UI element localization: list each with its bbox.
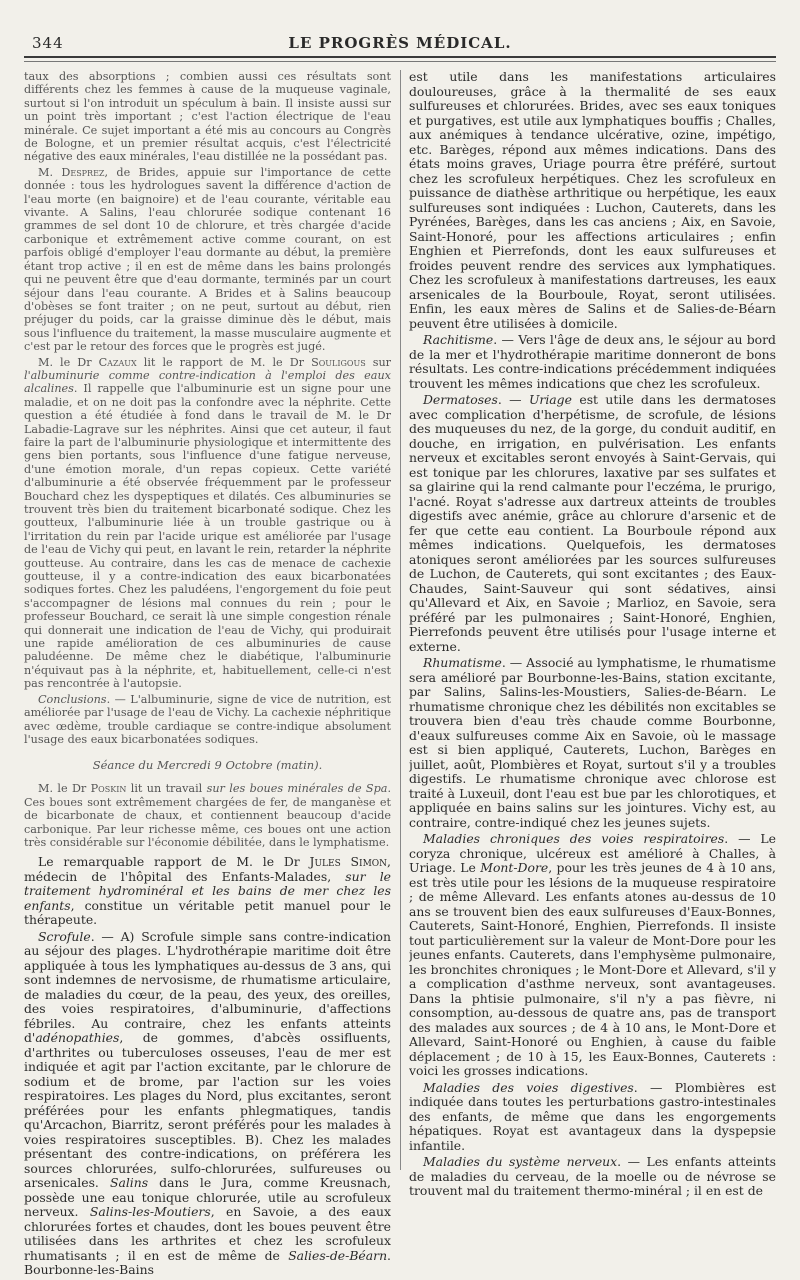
paragraph-text: , médecin de l'hôpital des Enfants-Malades,: [24, 854, 391, 884]
session-heading: Séance du Mercredi 9 Octobre (matin).: [92, 758, 323, 773]
left-paragraph-scrofule: [24, 930, 391, 1278]
paragraph-text: lit le rapport de M. le Dr: [136, 355, 312, 369]
paragraph-text: . Bourbonne-les-Bains: [24, 1247, 391, 1278]
section-label: Conclusions: [38, 692, 107, 706]
paragraph-text: . — A) Scrofule simple sans contre-indication au séjour des plages. L'hydrothérapie maritime doit être appliquée à tous les lymphatiques au-dessus de 3 ans, qui sont indemnes de nervosisme, de rhumatisme articulaire, de maladies du cœur, de la peau, des yeux, des oreilles, des voies respiratoires, d'albuminurie, d'affections fébriles. Au contraire, chez les enfants atteints d': [24, 928, 391, 1046]
report-title: l'albuminurie comme contre-indication à l'emploi des eaux alcalines: [24, 368, 391, 396]
section-label: Rachitisme: [423, 332, 494, 347]
station-name: Mont-Dore: [480, 860, 549, 875]
right-paragraph-1: est utile dans les manifestations articulaires douloureuses, grâce à la thermalité de ses eaux sulfureuses et chlorurées. Brides, avec ses eaux toniques et purgatives, est utile aux lymphatiques bouffis ; Challes, aux anémiques à tendance ulcérative, ozine, impétigo, etc. Barèges, répond aux mêmes indications. Dans des états moins graves, Uriage pourra être préféré, surtout chez les scrofuleux herpétiques. Chez les scrofuleux en puissance de diathèse arthritique ou herpétique, les eaux sulfureuses sont indiquées : Luchon, Cauterets, dans les Pyrénées, Barèges, dans les cas anciens ; Aix, en Savoie, Saint-Honoré, pour les affections articulaires ; enfin Enghien et Pierrefonds, dont les eaux sulfureuses et froides peuvent rendre des services aux lymphatiques. Chez les scrofuleux à manifestations dartreuses, les eaux arsenicales de la Bourboule, Royat, seront utilisées. Enfin, les eaux mères de Salins et de Salies-de-Béarn peuvent être utilisées à domicile.: [409, 70, 776, 331]
paragraph-text: . Il rappelle que l'albuminurie est un signe pour une maladie, et on ne doit pas la confondre avec la néphrite. Cette question a été étudiée à fond dans le travail de M. le Dr Labadie-Lagrave sur les néphrites. Ainsi que cet auteur, il faut faire la part de l'albuminurie physiologique et intermittente des gens bien portants, sous l'influence d'une fatigue nerveuse, d'une émotion morale, d'un repas copieux. Cette variété d'albuminurie a été observée fréquemment par le professeur Bouchard chez les dyspeptiques et dilatés. Ces albuminuries se trouvent très bien du traitement bicarbonaté sodique. Chez les goutteux, l'albuminurie liée à un trouble gastrique ou à l'irritation du rein par l'acide urique est améliorée par l'usage de l'eau de Vichy qui peut, en lavant le rein, retarder la néphrite goutteuse. Au contraire, dans les cas de menace de cachexie goutteuse, il y a contre-indication des eaux bicarbonatées sodiques fortes. Chez les paludéens, l'engorgement du foie peut s'accompagner de lésions mal connues du rein ; pour le professeur Bouchard, ce serait là une simple congestion rénale qui donnerait une indication de l'eau de Vichy, qui produirait une rapide amélioration de ces albuminuries de cause paludéenne. De même chez le diabétique, l'albuminurie n'équivaut pas à la néphrite, et, habituellement, celle-ci n'est pas rencontrée à l'autopsie.: [24, 382, 391, 691]
right-paragraph-rhumatisme: [409, 656, 776, 830]
paragraph-text: , pour les très jeunes de 4 à 10 ans, est très utile pour les lésions de la muqueuse respiratoire ; de même Allevard. Les enfants atones au-dessus de 10 ans se trouvent bien des eaux sulfureuses d'Eaux-Bonnes, Cauterets, Saint-Honoré, Enghien, Pierrefonds. Il insiste tout particulièrement sur la valeur de Mont-Dore pour les jeunes enfants. Cauterets, dans l'emphysème pulmonaire, les bronchites chroniques ; le Mont-Dore et Allevard, s'il y a complication d'asthme nerveux, sont avantageuses. Dans la phtisie pulmonaire, s'il n'y a pas fièvre, ni consomption, au-dessous de quatre ans, pas de transport des malades aux sources ; de 4 à 10 ans, le Mont-Dore et Allevard, Saint-Honoré ou Enghien, à cause du faible déplacement ; de 10 à 15, les Eaux-Bonnes, Cauterets : voici les grosses indications.: [409, 860, 776, 1078]
paragraph-text: , de gommes, d'abcès ossifluents, d'arthrites ou tuberculoses osseuses, l'eau de mer est indiquée et agit par l'action excitante, par le chlorure de sodium et de brome, par l'action sur les voies respiratoires. Les plages du Nord, plus excitantes, seront préférées pour les enfants phlegmatiques, tandis qu'Arcachon, Biarritz, seront préférés pour les malades à voies respiratoires susceptibles. B). Chez les malades présentant des contre-indications, on préférera les sources chlorurées, sulfo-chlorurées, sulfureuses ou arsenicales.: [24, 1030, 391, 1191]
right-paragraph-respiratory: [409, 832, 776, 1079]
paragraph-text: . — Plombières est indiquée dans toutes les perturbations gastro-intestinales des enfants, de même que dans les engorgements hépatiques. Royat est avantageux dans la dyspepsie infantile.: [409, 1079, 776, 1153]
speaker-name: Cazaux: [98, 355, 137, 369]
right-paragraph-digestive: [409, 1081, 776, 1154]
station-name: Uriage: [528, 392, 572, 407]
author-name: Jules Simon: [309, 854, 388, 870]
paragraph-text: Le remarquable rapport de M. le Dr: [38, 854, 310, 870]
paragraph-text: sur: [365, 355, 391, 369]
section-label: Rhumatisme: [423, 655, 502, 670]
right-paragraph-rachitisme: [409, 333, 776, 391]
page-header: [24, 30, 776, 58]
left-column: [24, 70, 391, 1280]
paragraph-text: lit un travail: [126, 782, 207, 796]
left-paragraph-6: [24, 855, 391, 928]
work-title: sur les boues minérales de Spa: [206, 782, 388, 796]
paragraph-text: est utile dans les dermatoses avec complication d'herpétisme, de scrofule, de lésions des muqueuses du nez, de la gorge, du conduit auditif, en douche, en irrigation, en pulvérisation. Les enfants nerveux et excitables seront envoyés à Saint-Gervais, qui est tonique par les chlorures, laxative par ses sulfates et sa glairine qui la rend calmante pour l'eczéma, le prurigo, l'acné. Royat s'adresse aux dartreux atteints de troubles digestifs avec anémie, grâce au chlorure d'arsenic et de fer que cette eau contient. La Bourboule répond aux mêmes indications. Quelquefois, les dermatoses atoniques seront améliorées par les sources sulfureuses de Luchon, de Cauterets, qui sont excitantes ; des Eaux-Chaudes, Saint-Sauveur qui sont sédatives, ainsi qu'Allevard et Aix, en Savoie ; Marlioz, en Savoie, sera préféré par les pulmonaires ; Saint-Honoré, Enghien, Pierrefonds peuvent être utilisés pour l'usage interne et externe.: [409, 392, 776, 654]
running-title: LE PROGRÈS MÉDICAL.: [288, 34, 512, 52]
paragraph-text: . — Le coryza chronique, ulcéreux est amélioré à Challes, à Uriage. Le: [409, 831, 776, 875]
paragraph-text: . — L'albuminurie, signe de vice de nutrition, est améliorée par l'usage de l'eau de Vichy. La cachexie néphritique avec œdème, trouble cardiaque se contre-indique absolument l'usage des eaux bicarbonatées sodiques.: [24, 692, 391, 746]
paragraph-text: dans le Jura, comme Kreusnach, possède une eau tonique chlorurée, utile au scrofuleux nerveux.: [24, 1175, 391, 1220]
header-rule: [24, 61, 776, 62]
right-paragraph-dermatoses: [409, 393, 776, 654]
left-paragraph-conclusions: [24, 693, 391, 747]
report-title: sur le traitement hydrominéral et les bains de mer chez les enfants: [24, 868, 391, 913]
left-paragraph-3: [24, 356, 391, 691]
page-number: 344: [32, 34, 64, 52]
paragraph-text: . Ces boues sont extrêmement chargées de fer, de manganèse et de bicarbonate de chaux, et contiennent beaucoup d'acide carbonique. Par leur richesse même, ces boues ont une action très considérable sur l'économie débilitée, dans le lymphatisme.: [24, 782, 391, 849]
section-label: Dermatoses: [423, 392, 498, 407]
station-name: Salies-de-Béarn: [288, 1247, 388, 1263]
paragraph-text: , en Savoie, a des eaux chlorurées fortes et chaudes, dont les boues peuvent être utilisées dans les arthrites et chez les scrofuleux rhumatisants ; il en est de même de: [24, 1204, 391, 1263]
speaker-name: Poskin: [90, 782, 127, 796]
station-name: Salins-les-Moutiers: [89, 1204, 211, 1220]
paragraph-text: . — Associé au lymphatisme, le rhumatisme sera amélioré par Bourbonne-les-Bains, station excitante, par Salins, Salins-les-Moustiers, Salies-de-Béarn. Le rhumatisme chronique chez les débilités non excitables se trouvera bien d'eau très chaude comme Bourbonne, d'eaux sulfureuses comme Aix en Savoie, où le massage est si bien appliqué, Cauterets, Luchon, Barèges en juillet, août, Plombières et Royat, surtout s'il y a troubles digestifs. Le rhumatisme chronique avec chlorose est traité à Luxeuil, dont l'eau est bue par les chlorotiques, et appliquée en bains salins sur les jointures. Vichy est, au contraire, contre-indiqué chez les jeunes sujets.: [409, 655, 776, 830]
left-paragraph-1: taux des absorptions ; combien aussi ces résultats sont différents chez les femmes à cause de la muqueuse vaginale, surtout si l'on introduit un spéculum à bain. Il insiste aussi sur un point très important ; c'est l'action électrique de l'eau minérale. Ce sujet important a été mis au concours au Congrès de Bologne, et un premier résultat acquis, c'est l'électricité négative des eaux minérales, l'eau distillée ne la possédant pas.: [24, 70, 391, 164]
station-name: Salins: [109, 1175, 149, 1191]
left-paragraph-2: [24, 166, 391, 354]
author-name: Souligous: [311, 355, 366, 369]
text-columns: [24, 70, 776, 1280]
column-divider: [400, 70, 401, 1170]
section-label: Maladies des voies digestives: [423, 1079, 634, 1095]
paragraph-text: M. le Dr: [38, 782, 91, 796]
emphasis-text: adénopathies: [35, 1030, 120, 1046]
paragraph-text: , constitue un véritable petit manuel pour le thérapeute.: [24, 897, 391, 928]
paragraph-text: . — Les enfants atteints de maladies du cerveau, de la moelle ou de névrose se trouvent mal du traitement thermo-minéral ; il en est de: [409, 1154, 776, 1198]
section-label: Maladies chroniques des voies respiratoires: [423, 831, 725, 846]
paragraph-text: . — Vers l'âge de deux ans, le séjour au bord de la mer et l'hydrothérapie maritime donneront de bons résultats. Les contre-indications précédemment indiquées trouvent les mêmes indications que chez les scrofuleux.: [409, 332, 776, 391]
right-paragraph-nervous: [409, 1155, 776, 1199]
right-column: [409, 70, 776, 1280]
left-paragraph-5: [24, 782, 391, 849]
section-label: Maladies du système nerveux: [423, 1154, 618, 1169]
speaker-name: M. Desprez: [38, 165, 105, 179]
section-label: Scrofule: [38, 928, 91, 944]
paragraph-text: . —: [497, 392, 529, 407]
paragraph-text: , de Brides, appuie sur l'importance de cette donnée : tous les hydrologues savent la différence d'action de l'eau morte (en baignoire) et de l'eau courante, véritable eau vivante. A Salins, l'eau chlorurée sodique contenant 16 grammes de sel dont 10 de chlorure, et très chargée d'acide carbonique et extrêmement active comme courant, on est parfois obligé d'employer l'eau dormante au début, la première étant trop active ; il en est de même dans les bains prolongés qui ne peuvent être que d'eau dormante, terminés par un court séjour dans l'eau courante. A Brides et à Salins beaucoup d'obèses se font traiter ; on ne peut, surtout au début, rien préjuger du poids, car la graisse diminue dès le début, mais sous l'influence du traitement, la masse musculaire augmente et c'est par le retour des forces que le progrès est jugé.: [24, 165, 391, 354]
paragraph-text: M. le Dr: [38, 355, 99, 369]
